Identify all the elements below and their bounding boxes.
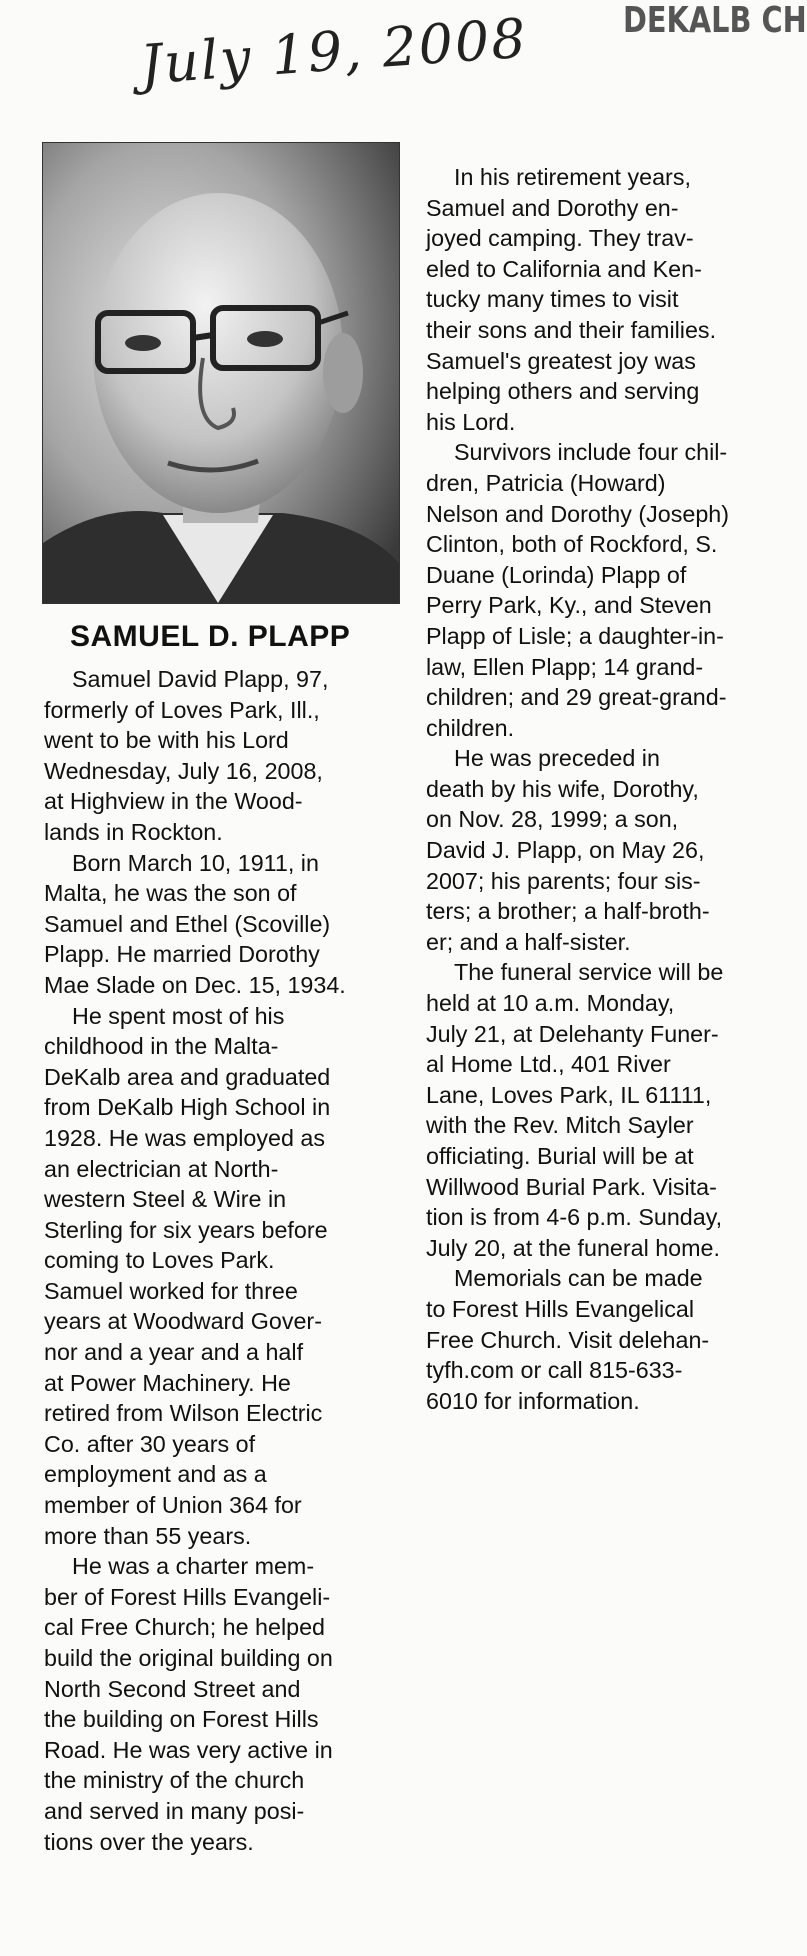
- text-line: Samuel and Dorothy en-: [426, 194, 679, 221]
- text-line: nor and a year and a half: [44, 1339, 304, 1366]
- text-line: Duane (Lorinda) Plapp of: [426, 561, 687, 588]
- text-line: Road. He was very active in: [44, 1736, 333, 1763]
- text-line: Plapp. He married Dorothy: [44, 941, 320, 968]
- paragraph: [44, 848, 404, 1001]
- text-line: ters; a brother; a half-broth-: [426, 898, 710, 925]
- text-line: eled to California and Ken-: [426, 255, 702, 282]
- text-line: The funeral service will be: [454, 959, 724, 986]
- paragraph: [426, 1263, 786, 1416]
- text-line: cal Free Church; he helped: [44, 1614, 326, 1641]
- text-line: He spent most of his: [72, 1002, 285, 1029]
- text-line: employment and as a: [44, 1461, 267, 1488]
- text-line: al Home Ltd., 401 River: [426, 1051, 671, 1078]
- text-line: 6010 for information.: [426, 1387, 640, 1414]
- text-line: Lane, Loves Park, IL 61111,: [426, 1081, 712, 1108]
- text-line: an electrician at North-: [44, 1155, 279, 1182]
- text-line: years at Woodward Gover-: [44, 1308, 322, 1335]
- text-line: Memorials can be made: [454, 1265, 703, 1292]
- text-line: joyed camping. They trav-: [426, 225, 694, 252]
- text-line: Free Church. Visit delehan-: [426, 1326, 710, 1353]
- paragraph: [426, 957, 786, 1263]
- text-line: Born March 10, 1911, in: [72, 849, 319, 876]
- text-line: David J. Plapp, on May 26,: [426, 837, 705, 864]
- text-line: build the original building on: [44, 1645, 333, 1671]
- text-line: 1928. He was employed as: [44, 1124, 326, 1151]
- text-line: their sons and their families.: [426, 316, 717, 343]
- text-line: Nelson and Dorothy (Joseph): [426, 500, 730, 527]
- paragraph: [426, 743, 786, 957]
- text-line: death by his wife, Dorothy,: [426, 775, 699, 802]
- text-line: held at 10 a.m. Monday,: [426, 990, 675, 1017]
- text-line: retired from Wilson Electric: [44, 1400, 323, 1427]
- text-line: tucky many times to visit: [426, 286, 679, 313]
- text-line: law, Ellen Plapp; 14 grand-: [426, 653, 704, 680]
- text-line: from DeKalb High School in: [44, 1094, 331, 1121]
- text-line: childhood in the Malta-: [44, 1033, 279, 1060]
- text-line: ber of Forest Hills Evangeli-: [44, 1583, 331, 1610]
- text-line: July 21, at Delehanty Funer-: [426, 1020, 719, 1047]
- paragraph: [426, 162, 786, 437]
- text-line: on Nov. 28, 1999; a son,: [426, 806, 679, 833]
- handwritten-date: July 19, 2008: [138, 6, 530, 97]
- newspaper-masthead: DEKALB CH: [623, 0, 807, 41]
- text-line: went to be with his Lord: [44, 727, 289, 754]
- text-line: tyfh.com or call 815-633-: [426, 1357, 683, 1384]
- text-line: Malta, he was the son of: [44, 880, 297, 907]
- text-line: He was a charter mem-: [72, 1553, 315, 1580]
- text-line: and served in many posi-: [44, 1797, 305, 1824]
- text-line: Wednesday, July 16, 2008,: [44, 757, 323, 784]
- text-line: tion is from 4-6 p.m. Sunday,: [426, 1204, 723, 1231]
- text-line: children; and 29 great-grand-: [426, 684, 727, 711]
- text-line: Sterling for six years before: [44, 1216, 328, 1243]
- text-line: member of Union 364 for: [44, 1492, 302, 1519]
- text-line: to Forest Hills Evangelical: [426, 1295, 695, 1322]
- text-line: Co. after 30 years of: [44, 1430, 256, 1457]
- text-line: He was preceded in: [454, 745, 660, 772]
- paragraph: [44, 1551, 404, 1857]
- text-line: helping others and serving: [426, 378, 700, 405]
- text-line: his Lord.: [426, 408, 516, 435]
- text-line: children.: [426, 714, 515, 741]
- text-line: at Highview in the Wood-: [44, 788, 303, 815]
- paragraph: [426, 437, 786, 743]
- text-line: July 20, at the funeral home.: [426, 1234, 720, 1261]
- text-line: the ministry of the church: [44, 1767, 305, 1794]
- text-line: Survivors include four chil-: [454, 439, 728, 466]
- text-line: Samuel's greatest joy was: [426, 347, 696, 374]
- text-line: formerly of Loves Park, Ill.,: [44, 696, 320, 723]
- text-line: officiating. Burial will be at: [426, 1143, 694, 1169]
- text-line: Mae Slade on Dec. 15, 1934.: [44, 971, 346, 998]
- text-line: tions over the years.: [44, 1828, 254, 1855]
- text-line: Clinton, both of Rockford, S.: [426, 531, 718, 558]
- text-line: with the Rev. Mitch Sayler: [426, 1112, 694, 1139]
- text-line: er; and a half-sister.: [426, 928, 631, 955]
- text-line: Samuel David Plapp, 97,: [72, 666, 329, 692]
- text-line: Samuel worked for three: [44, 1277, 298, 1304]
- text-line: more than 55 years.: [44, 1522, 252, 1549]
- text-line: at Power Machinery. He: [44, 1369, 291, 1396]
- obituary-left-column: [44, 664, 404, 1857]
- text-line: North Second Street and: [44, 1675, 301, 1702]
- text-line: dren, Patricia (Howard): [426, 469, 666, 496]
- text-line: 2007; his parents; four sis-: [426, 867, 701, 894]
- text-line: Plapp of Lisle; a daughter-in-: [426, 622, 724, 649]
- text-line: lands in Rockton.: [44, 818, 223, 845]
- text-line: western Steel & Wire in: [44, 1186, 287, 1213]
- text-line: DeKalb area and graduated: [44, 1063, 331, 1090]
- text-line: Willwood Burial Park. Visita-: [426, 1173, 717, 1200]
- text-line: In his retirement years,: [454, 164, 691, 190]
- text-line: coming to Loves Park.: [44, 1247, 275, 1274]
- text-line: the building on Forest Hills: [44, 1706, 319, 1733]
- paragraph: [44, 1001, 404, 1552]
- text-line: Samuel and Ethel (Scoville): [44, 910, 331, 937]
- paragraph: [44, 664, 404, 848]
- obituary-right-column: [426, 162, 786, 1416]
- text-line: Perry Park, Ky., and Steven: [426, 592, 712, 619]
- deceased-name: SAMUEL D. PLAPP: [70, 620, 351, 653]
- portrait-photo: [42, 142, 400, 604]
